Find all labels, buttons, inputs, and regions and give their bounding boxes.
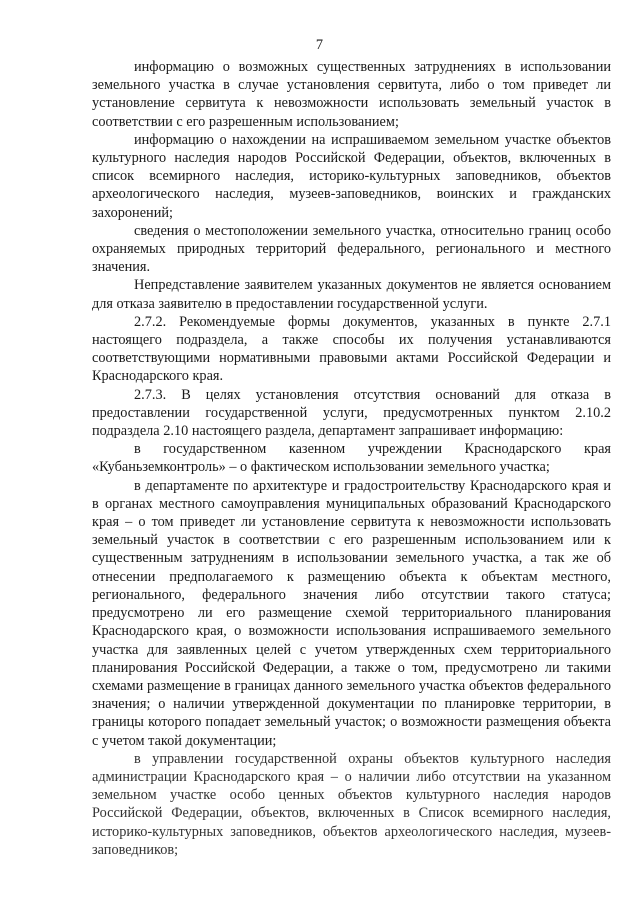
paragraph-cultural-heritage-info: информацию о нахождении на испрашиваемом земельном участке объектов культурного наследия народов Российской Федерации, объектов, включенных в список всемирного наследия, историко-культурных заповедников, объектов археологического наследия, музеев-заповедников, воинских и гражданских захоронений; xyxy=(92,131,611,221)
paragraph-architecture-department: в департаменте по архитектуре и градостроительству Краснодарского края и в органах местного самоуправления муниципальных образований Краснодарского края – о том приведет ли установление сервитута к невозможности использовать земельный участок в соответствии с его разрешенным использованием или к существенным затруднениям в использовании земельного участка, а так же об отнесении предполагаемого к размещению объекта к объектам местного, регионального, федерального значения либо отсутствии такого статуса; предусмотрено ли его размещение схемой территориального планирования Краснодарского края, о возможности использования испрашиваемого земельного участка для заявленных целей с учетом утвержденных схем территориального планирования Российской Федерации, а также о том, предусмотрено ли такими схемами размещение в границах данного земельного участка объектов федерального значения; о наличии утвержденной документации по планировке территории, в границы которого попадает земельный участок; о возможности размещения объекта с учетом такой документации; xyxy=(92,477,611,749)
page-number: 7 xyxy=(315,37,324,53)
paragraph-kubanzemkontrol: в государственном казенном учреждении Краснодарского края «Кубаньземконтроль» – о фактическом использовании земельного участка; xyxy=(92,441,611,476)
document-body xyxy=(92,58,611,859)
paragraph-heritage-protection: в управлении государственной охраны объектов культурного наследия администрации Краснодарского края – о наличии либо отсутствии на указанном земельном участке особо ценных объектов культурного наследия народов Российской Федерации, объектов, включенных в Список всемирного наследия, историко-культурных заповедников, объектов археологического наследия, музеев-заповедников; xyxy=(92,750,611,858)
paragraph-2-7-2: 2.7.2. Рекомендуемые формы документов, указанных в пункте 2.7.1 настоящего подраздела, а также способы их получения устанавливаются соответствующими нормативными правовыми актами Российской Федерации и Краснодарского края. xyxy=(92,313,611,385)
paragraph-protected-territories: сведения о местоположении земельного участка, относительно границ особо охраняемых природных территорий федерального, регионального и местного значения. xyxy=(92,222,611,276)
paragraph-non-submission: Непредставление заявителем указанных документов не является основанием для отказа заявителю в предоставлении государственной услуги. xyxy=(92,277,611,312)
paragraph-2-7-3: 2.7.3. В целях установления отсутствия оснований для отказа в предоставлении государственной услуги, предусмотренных пунктом 2.10.2 подраздела 2.10 настоящего раздела, департамент запрашивает информацию: xyxy=(92,386,611,440)
paragraph-easement-difficulties: информацию о возможных существенных затруднениях в использовании земельного участка в случае установления сервитута, либо о том приведет ли установление сервитута к невозможности использовать земельный участок в соответствии с его разрешенным использованием; xyxy=(92,59,611,130)
